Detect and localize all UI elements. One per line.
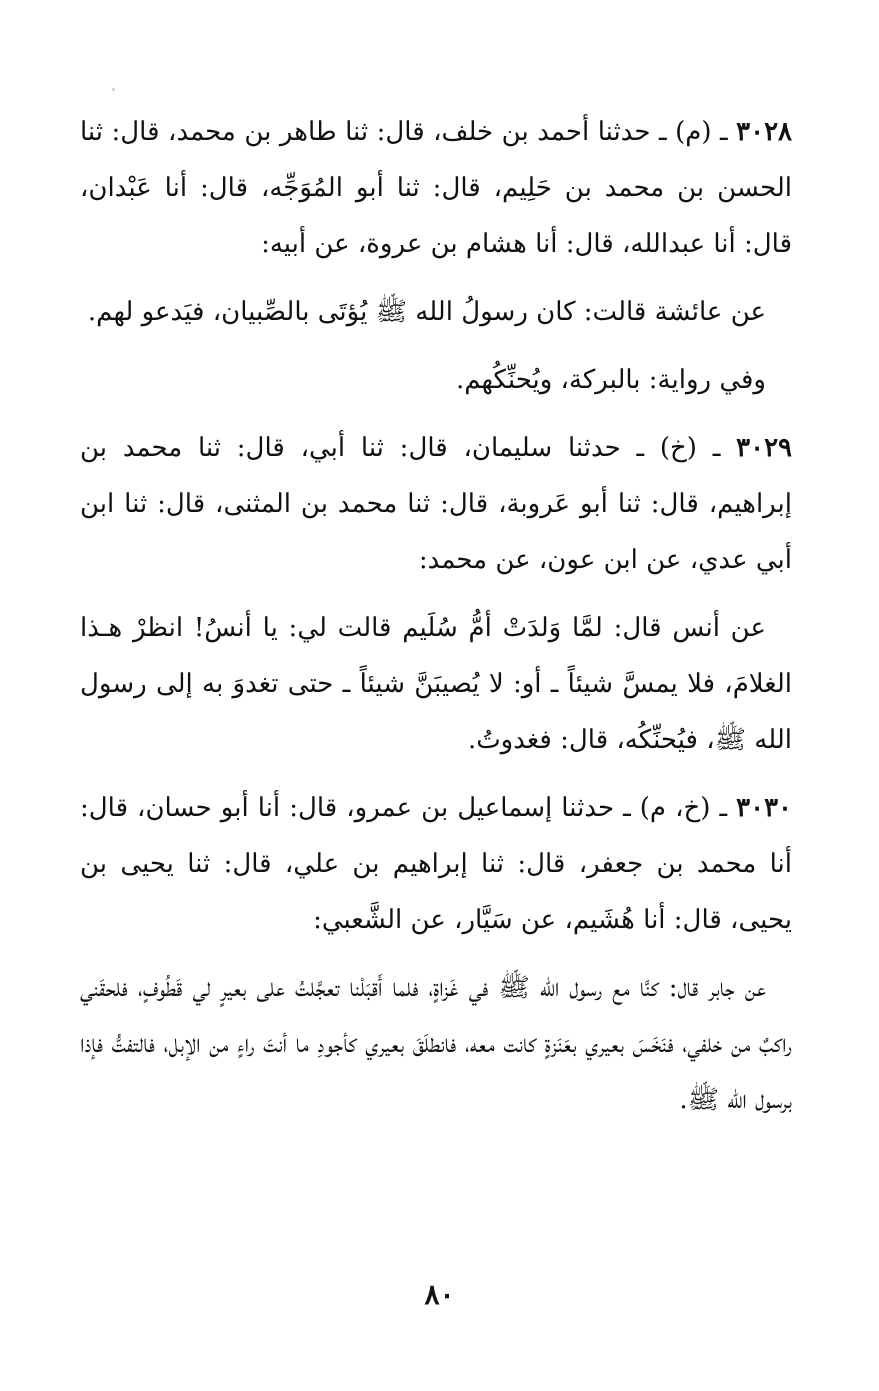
hadith-number: ٣٠٢٨ <box>736 117 792 147</box>
hadith-number: ٣٠٢٩ <box>736 433 792 463</box>
page-number: ٨٠ <box>424 1278 455 1311</box>
hadith-number: ٣٠٣٠ <box>736 793 792 823</box>
isnad-text: ـ (خ) ـ حدثنا سليمان، قال: ثنا أبي، قال: ثنا محمد بن إبراهيم، قال: ثنا أبو عَروبة، قال: ثنا محمد بن المثنى، قال: ثنا ابن أبي عدي، عن ابن عون، عن محمد: <box>80 433 792 575</box>
hadith-3030-isnad <box>80 780 792 948</box>
isnad-text: ـ (م) ـ حدثنا أحمد بن خلف، قال: ثنا طاهر بن محمد، قال: ثنا الحسن بن محمد بن حَلِيم، قال: ثنا أبو المُوَجِّه، قال: أنا عَبْدان، قال: أنا عبدالله، قال: أنا هشام بن عروة، عن أبيه: <box>80 117 792 259</box>
hadith-3028-isnad <box>80 104 792 272</box>
isnad-text: ـ (خ، م) ـ حدثنا إسماعيل بن عمرو، قال: أنا أبو حسان، قال: أنا محمد بن جعفر، قال: ثنا إبراهيم بن علي، قال: ثنا يحيى بن يحيى، قال: أنا هُشَيم، عن سَيَّار، عن الشَّعبي: <box>80 793 792 935</box>
hadith-3028-riwaya: وفي رواية: بالبركة، ويُحنِّكُهم. <box>455 365 766 395</box>
main-text <box>80 104 792 1140</box>
hadith-3029-isnad <box>80 420 792 588</box>
hadith-3028-matn: عن عائشة قالت: كان رسولُ الله ﷺ يُؤتَى بالصِّبيان، فيَدعو لهم. <box>87 297 766 327</box>
hadith-3029-matn: عن أنس قال: لمَّا وَلدَتْ أمُّ سُلَيم قالت لي: يا أنسُ! انظرْ هـذا الغلامَ، فلا يمسَّ شيئاً ـ أو: لا يُصيبَنَّ شيئاً ـ حتى تغدوَ به إلى رسول الله ﷺ، فيُحنِّكُه، قال: فغدوتُ. <box>80 613 792 755</box>
hadith-3030-matn: عن جابر قال: كنَّا مع رسول الله ﷺ في غَزاةٍ، فلما أَقبَلْنا تعجَّلتُ على بعيرٍ لي قَطُوفٍ، فلحقَني راكبٌ من خلفي، فنَخَسَ بعيري بعَنَزةٍ كانت معه، فانطلَقَ بعيري كأجودِ ما أنتَ راءٍ من الإبل، فالتفتُّ فإذا برسول الله ﷺ. <box>80 973 792 1115</box>
scan-speck <box>112 88 115 91</box>
